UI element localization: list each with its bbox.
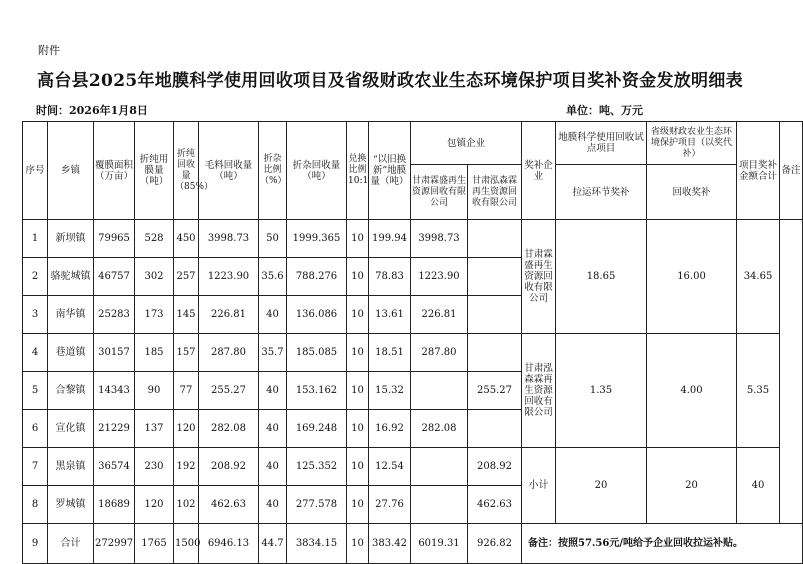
cell-company-b: [468, 220, 522, 258]
table-row: [23, 334, 803, 372]
cell-seq: 6: [23, 410, 48, 448]
cell-town: 宣化镇: [48, 410, 94, 448]
header-seq: 序号: [23, 122, 48, 220]
reward-provincial-b: 4.00: [647, 334, 737, 448]
cell-ratio: 50: [259, 220, 287, 258]
cell-amount: 13.61: [369, 296, 411, 334]
cell-company-b: 208.92: [468, 448, 522, 486]
cell-impurity: 185.085: [287, 334, 347, 372]
cell-seq: 7: [23, 448, 48, 486]
header-provincial-sub: 回收奖补: [647, 165, 737, 220]
reward-total-b: 5.35: [737, 334, 780, 448]
header-company-b: 甘肃泓森霖再生资源回收有限公司: [468, 165, 522, 220]
header-impurity-recovery: 折杂回收量（吨）: [287, 122, 347, 220]
cell-town: 巷道镇: [48, 334, 94, 372]
cell-company-b: [468, 334, 522, 372]
cell-pure-film: 120: [135, 486, 174, 524]
cell-amount: 15.32: [369, 372, 411, 410]
header-reward-company: 奖补企业: [522, 122, 556, 220]
cell-town: 黑泉镇: [48, 448, 94, 486]
cell-gross: 3998.73: [199, 220, 259, 258]
total-impurity: 3834.15: [287, 524, 347, 564]
cell-pure-recovery: 120: [174, 410, 199, 448]
header-pilot: 地膜科学使用回收试点项目: [556, 122, 647, 165]
cell-town: 新坝镇: [48, 220, 94, 258]
cell-company-b: [468, 296, 522, 334]
cell-company-b: [468, 258, 522, 296]
cell-coverage: 25283: [94, 296, 135, 334]
cell-impurity: 169.248: [287, 410, 347, 448]
cell-exchange: 10: [347, 220, 369, 258]
cell-company-a: [411, 486, 468, 524]
attachment-label: 附件: [38, 44, 60, 57]
cell-pure-film: 230: [135, 448, 174, 486]
total-company-a: 6019.31: [411, 524, 468, 564]
cell-seq: 4: [23, 334, 48, 372]
header-row-1: [23, 122, 803, 165]
cell-seq: 3: [23, 296, 48, 334]
table-row: [23, 220, 803, 258]
cell-seq: 5: [23, 372, 48, 410]
cell-pure-recovery: 257: [174, 258, 199, 296]
cell-company-a: [411, 372, 468, 410]
cell-amount: 199.94: [369, 220, 411, 258]
cell-coverage: 21229: [94, 410, 135, 448]
cell-impurity: 788.276: [287, 258, 347, 296]
cell-coverage: 79965: [94, 220, 135, 258]
cell-company-a: 1223.90: [411, 258, 468, 296]
cell-impurity: 153.162: [287, 372, 347, 410]
cell-exchange: 10: [347, 372, 369, 410]
cell-pure-film: 137: [135, 410, 174, 448]
cell-town: 骆驼城镇: [48, 258, 94, 296]
subtotal-total: 40: [737, 448, 780, 524]
cell-coverage: 30157: [94, 334, 135, 372]
total-seq: 9: [23, 524, 48, 564]
header-company-a: 甘肃霖盛再生资源回收有限公司: [411, 165, 468, 220]
total-company-b: 926.82: [468, 524, 522, 564]
cell-gross: 226.81: [199, 296, 259, 334]
cell-pure-film: 528: [135, 220, 174, 258]
cell-amount: 16.92: [369, 410, 411, 448]
subtotal-label: 小计: [522, 448, 556, 524]
cell-exchange: 10: [347, 258, 369, 296]
cell-seq: 8: [23, 486, 48, 524]
cell-pure-recovery: 77: [174, 372, 199, 410]
cell-ratio: 40: [259, 486, 287, 524]
cell-impurity: 1999.365: [287, 220, 347, 258]
cell-pure-film: 185: [135, 334, 174, 372]
cell-amount: 12.54: [369, 448, 411, 486]
cell-company-a: 3998.73: [411, 220, 468, 258]
cell-amount: 78.83: [369, 258, 411, 296]
cell-exchange: 10: [347, 334, 369, 372]
reward-pilot-a: 18.65: [556, 220, 647, 334]
total-coverage: 272997: [94, 524, 135, 564]
cell-pure-film: 302: [135, 258, 174, 296]
header-coverage: 覆膜面积（万亩）: [94, 122, 135, 220]
header-pure-film: 折纯用膜量（吨）: [135, 122, 174, 220]
cell-exchange: 10: [347, 296, 369, 334]
header-bao-zhen: 包镇企业: [411, 122, 522, 165]
remark-cell: [780, 220, 803, 524]
cell-gross: 282.08: [199, 410, 259, 448]
cell-company-a: 226.81: [411, 296, 468, 334]
header-gross-recovery: 毛料回收量（吨）: [199, 122, 259, 220]
reward-total-a: 34.65: [737, 220, 780, 334]
unit-label: 单位：吨、万元: [566, 104, 643, 117]
reward-company-a: 甘肃霖盛再生资源回收有限公司: [522, 220, 556, 334]
cell-ratio: 35.6: [259, 258, 287, 296]
header-exchange-amount: “以旧换新”地膜量（吨）: [369, 122, 411, 220]
cell-ratio: 40: [259, 448, 287, 486]
cell-impurity: 125.352: [287, 448, 347, 486]
document-title: 高台县2025年地膜科学使用回收项目及省级财政农业生态环境保护项目奖补资金发放明细表: [37, 71, 743, 91]
cell-pure-recovery: 102: [174, 486, 199, 524]
cell-seq: 2: [23, 258, 48, 296]
header-provincial: 省级财政农业生态环境保护项目（以奖代补）: [647, 122, 737, 165]
cell-pure-recovery: 192: [174, 448, 199, 486]
cell-town: 合黎镇: [48, 372, 94, 410]
cell-pure-recovery: 145: [174, 296, 199, 334]
total-ratio: 44.7: [259, 524, 287, 564]
subsidy-table: [22, 121, 803, 564]
cell-company-a: 282.08: [411, 410, 468, 448]
cell-gross: 208.92: [199, 448, 259, 486]
cell-ratio: 35.7: [259, 334, 287, 372]
footer-note: 备注：按照57.56元/吨给予企业回收拉运补贴。: [522, 524, 803, 564]
cell-exchange: 10: [347, 410, 369, 448]
cell-gross: 1223.90: [199, 258, 259, 296]
total-exchange: 10: [347, 524, 369, 564]
date-label: 时间：2026年1月8日: [36, 104, 148, 117]
cell-coverage: 46757: [94, 258, 135, 296]
total-row: [23, 524, 803, 564]
cell-pure-film: 173: [135, 296, 174, 334]
header-town: 乡镇: [48, 122, 94, 220]
cell-exchange: 10: [347, 448, 369, 486]
header-impurity-ratio: 折杂比例（%）: [259, 122, 287, 220]
cell-company-b: 462.63: [468, 486, 522, 524]
cell-pure-recovery: 450: [174, 220, 199, 258]
cell-exchange: 10: [347, 486, 369, 524]
cell-company-b: [468, 410, 522, 448]
cell-town: 南华镇: [48, 296, 94, 334]
total-pure-film: 1765: [135, 524, 174, 564]
total-amount: 383.42: [369, 524, 411, 564]
cell-town: 罗城镇: [48, 486, 94, 524]
cell-amount: 27.76: [369, 486, 411, 524]
cell-company-b: 255.27: [468, 372, 522, 410]
cell-amount: 18.51: [369, 334, 411, 372]
cell-coverage: 14343: [94, 372, 135, 410]
cell-ratio: 40: [259, 296, 287, 334]
cell-pure-film: 90: [135, 372, 174, 410]
cell-company-a: 287.80: [411, 334, 468, 372]
header-pilot-sub: 拉运环节奖补: [556, 165, 647, 220]
cell-coverage: 36574: [94, 448, 135, 486]
reward-provincial-a: 16.00: [647, 220, 737, 334]
subtotal-pilot: 20: [556, 448, 647, 524]
cell-pure-recovery: 157: [174, 334, 199, 372]
table-row: [23, 448, 803, 486]
cell-seq: 1: [23, 220, 48, 258]
subtotal-provincial: 20: [647, 448, 737, 524]
cell-ratio: 40: [259, 372, 287, 410]
cell-company-a: [411, 448, 468, 486]
cell-gross: 255.27: [199, 372, 259, 410]
cell-coverage: 18689: [94, 486, 135, 524]
reward-pilot-b: 1.35: [556, 334, 647, 448]
header-exchange-ratio: 兑换比例10:1: [347, 122, 369, 220]
cell-gross: 462.63: [199, 486, 259, 524]
cell-impurity: 136.086: [287, 296, 347, 334]
header-pure-recovery: 折纯回收量（85%）: [174, 122, 199, 220]
header-remark: 备注: [780, 122, 803, 220]
header-total-reward: 项目奖补金额合计: [737, 122, 780, 220]
cell-impurity: 277.578: [287, 486, 347, 524]
total-gross: 6946.13: [199, 524, 259, 564]
total-town: 合计: [48, 524, 94, 564]
total-pure-recovery: 1500: [174, 524, 199, 564]
cell-gross: 287.80: [199, 334, 259, 372]
cell-ratio: 40: [259, 410, 287, 448]
reward-company-b: 甘肃泓森霖再生资源回收有限公司: [522, 334, 556, 448]
